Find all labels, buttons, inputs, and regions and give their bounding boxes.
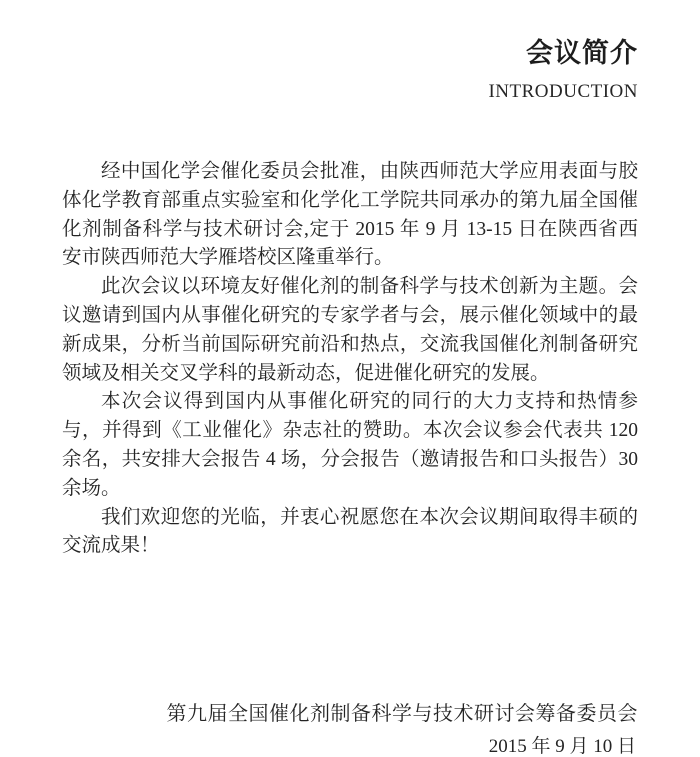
paragraph-support: 本次会议得到国内从事催化研究的同行的大力支持和热情参与，并得到《工业催化》杂志社的赞助。本次会议参会代表共 120 余名，共安排大会报告 4 场，分会报告（邀请报告和口头报告）30 余场。 (62, 391, 638, 499)
paragraph-theme: 此次会议以环境友好催化剂的制备科学与技术创新为主题。会议邀请到国内从事催化研究的专家学者与会，展示催化领域中的最新成果，分析当前国际研究前沿和热点，交流我国催化剂制备研究领域及相关交叉学科的最新动态，促进催化研究的发展。 (62, 276, 638, 384)
document-header (62, 40, 638, 101)
page-subtitle: INTRODUCTION (488, 81, 638, 102)
paragraph-approval: 经中国化学会催化委员会批准，由陕西师范大学应用表面与胶体化学教育部重点实验室和化学化工学院共同承办的第九届全国催化剂制备科学与技术研讨会,定于 2015 年 9 月 13-15 日在陕西省西安市陕西师范大学雁塔校区隆重举行。 (62, 161, 638, 269)
paragraph-welcome: 我们欢迎您的光临，并衷心祝愿您在本次会议期间取得丰硕的交流成果！ (62, 506, 638, 557)
document-page (0, 38, 700, 757)
page-title: 会议简介 (526, 38, 638, 68)
document-footer (62, 704, 638, 756)
signature-committee: 第九届全国催化剂制备科学与技术研讨会筹备委员会 (166, 703, 638, 726)
document-body (62, 158, 638, 561)
signature-date: 2015 年 9 月 10 日 (488, 736, 636, 757)
